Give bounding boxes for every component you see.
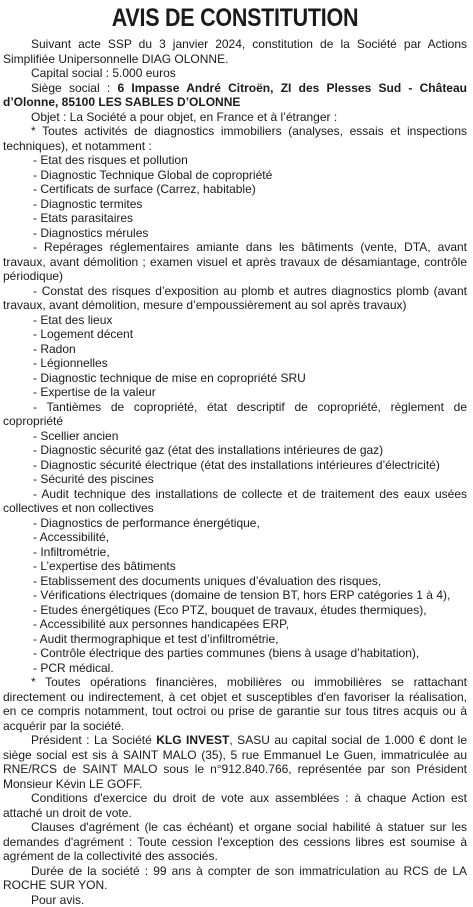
notice-title: AVIS DE CONSTITUTION: [35, 3, 434, 33]
activity-item: - Accessibilité,: [3, 530, 467, 545]
activity-item: - Audit thermographique et test d’infiltrométrie,: [3, 632, 467, 647]
president-details: , SASU au capital social de 1.000 € dont le siège social est sis à SAINT MALO (35), 5 rue Emmanuel Le Guen, immatriculée au RNE/RCS de SAINT MALO sous le n°912.840.766, représentée par son Président Monsieur Kévin LE GOFF.: [3, 733, 467, 791]
activity-item: - Scellier ancien: [3, 429, 467, 444]
agrement-paragraph: Clauses d'agrément (le cas échéant) et organe social habilité à statuer sur les demandes d'agrément : Toute cession l'exception des cessions libres est soumise à agrément de la collectivité des associés.: [3, 820, 467, 864]
activity-item: - Expertise de la valeur: [3, 385, 467, 400]
activity-item: - Repérages réglementaires amiante dans les bâtiments (vente, DTA, avant travaux, avant démolition ; examen visuel et après travaux de désamiantage, contrôle périodique): [3, 240, 467, 284]
activity-item: - Etablissement des documents uniques d’évaluation des risques,: [3, 574, 467, 589]
activity-item: - Légionnelles: [3, 356, 467, 371]
activity-item: - Etat des risques et pollution: [3, 153, 467, 168]
capital-line: Capital social : 5.000 euros: [3, 66, 467, 81]
activity-item: - Sécurité des piscines: [3, 472, 467, 487]
activity-item: - PCR médical.: [3, 661, 467, 676]
activity-item: - Accessibilité aux personnes handicapées ERP,: [3, 617, 467, 632]
activity-item: - Etats parasitaires: [3, 211, 467, 226]
activity-item: - Diagnostic Technique Global de copropriété: [3, 168, 467, 183]
activity-item: - Vérifications électriques (domaine de tension BT, hors ERP catégories 1 à 4),: [3, 588, 467, 603]
activity-item: - Diagnostic technique de mise en copropriété SRU: [3, 371, 467, 386]
activity-item: - Constat des risques d’exposition au plomb et autres diagnostics plomb (avant travaux, avant démolition, mesure d’empoussièrement au sol après travaux): [3, 284, 467, 313]
activity-item: - Radon: [3, 342, 467, 357]
activity-list: [3, 153, 467, 675]
activity-item: - Logement décent: [3, 327, 467, 342]
activity-item: - Diagnostics de performance énergétique,: [3, 516, 467, 531]
intro-paragraph: Suivant acte SSP du 3 janvier 2024, constitution de la Société par Actions Simplifiée Unipersonnelle DIAG OLONNE.: [3, 37, 467, 66]
activity-item: - Etudes énergétiques (Eco PTZ, bouquet de travaux, études thermiques),: [3, 603, 467, 618]
activity-item: - Audit technique des installations de collecte et de traitement des eaux usées collectives et non collectives: [3, 487, 467, 516]
president-paragraph: [3, 733, 467, 791]
vote-paragraph: Conditions d'exercice du droit de vote aux assemblées : à chaque Action est attaché un droit de vote.: [3, 791, 467, 820]
president-label: Président : La Société: [31, 733, 156, 747]
activity-item: - Diagnostic sécurité gaz (état des installations intérieures de gaz): [3, 443, 467, 458]
activity-item: - Diagnostic sécurité électrique (état des installations intérieures d’électricité): [3, 458, 467, 473]
activity-item: - Diagnostics mérules: [3, 226, 467, 241]
activity-item: - Contrôle électrique des parties communes (biens à usage d’habitation),: [3, 646, 467, 661]
siege-label: Siège social :: [31, 81, 117, 95]
activity-item: - Certificats de surface (Carrez, habitable): [3, 182, 467, 197]
duree-paragraph: Durée de la société : 99 ans à compter de son immatriculation au RCS de LA ROCHE SUR YON.: [3, 864, 467, 893]
president-name: KLG INVEST: [156, 733, 229, 747]
activity-item: - Diagnostic termites: [3, 197, 467, 212]
activity-item: - L’expertise des bâtiments: [3, 559, 467, 574]
operations-paragraph: * Toutes opérations financières, mobilières ou immobilières se rattachant directement ou indirectement, à cet objet et susceptibles d'en favoriser la réalisation, en ce compris notamment, tout octroi ou prise de garantie sur tous titres acquis ou à acquérir par la société.: [3, 675, 467, 733]
objet-intro: Objet : La Société a pour objet, en France et à l’étranger :: [3, 110, 467, 125]
siege-address: 6 Impasse André Citroën, ZI des Plesses Sud - Château d’Olonne, 85100 LES SABLES D’OLONNE: [3, 81, 467, 110]
activity-item: - Etat des lieux: [3, 313, 467, 328]
siege-line: [3, 81, 467, 110]
activity-item: - Infiltrométrie,: [3, 545, 467, 560]
objet-lead: * Toutes activités de diagnostics immobiliers (analyses, essais et inspections techniques), et notamment :: [3, 124, 467, 153]
activity-item: - Tantièmes de copropriété, état descriptif de copropriété, règlement de copropriété: [3, 400, 467, 429]
closing-line: Pour avis.: [3, 893, 467, 907]
